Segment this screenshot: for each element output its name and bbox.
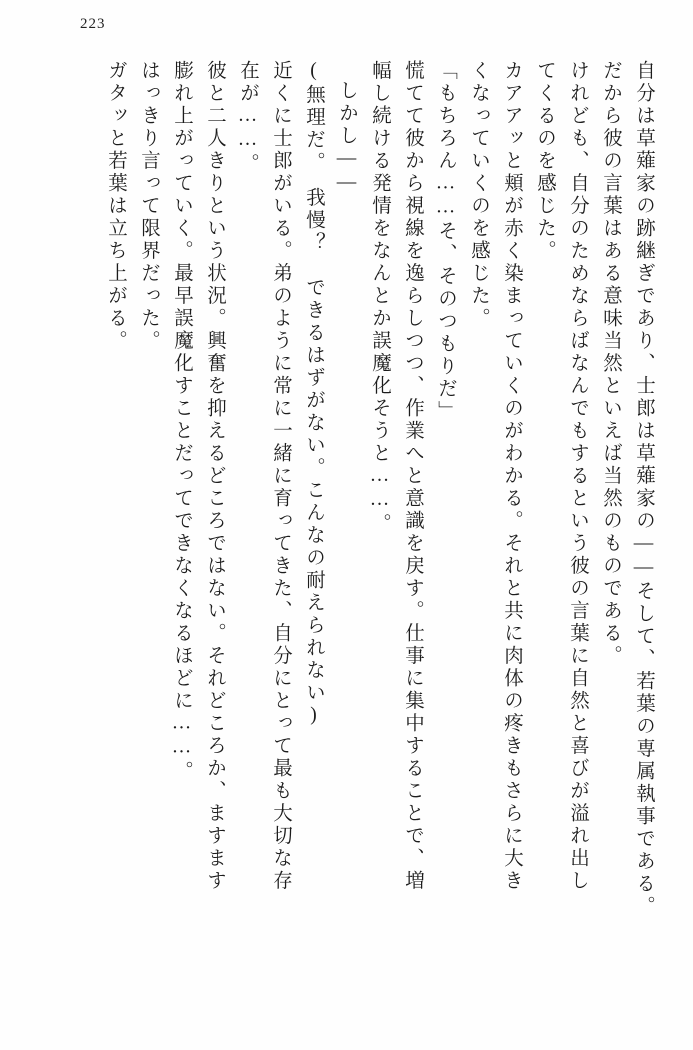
text-line: てくるのを感じた。 (534, 60, 555, 263)
vertical-text-body (55, 60, 653, 1010)
text-line: カアアッと頬が赤く染まっていくのがわかる。それと共に肉体の疼きもさらに大き (501, 60, 522, 893)
text-line: 自分は草薙家の跡継ぎであり、士郎は草薙家の――そして、若葉の専属執事である。 (633, 60, 654, 918)
text-line: だから彼の言葉はある意味当然といえば当然のものである。 (600, 60, 621, 668)
text-line: くなっていくのを感じた。 (468, 60, 489, 330)
text-line: しかし―― (336, 80, 357, 196)
text-line: 慌てて彼から視線を逸らしつつ、作業へと意識を戻す。仕事に集中することで、増 (402, 60, 423, 893)
text-line: 彼と二人きりという状況。興奮を抑えるどころではない。それどころか、ますます (204, 60, 225, 893)
text-line: けれども、自分のためならばなんでもするという彼の言葉に自然と喜びが溢れ出し (567, 60, 588, 893)
text-line: はっきり言って限界だった。 (138, 60, 159, 353)
text-line: (無理だ。 我慢？ できるはずがない。こんなの耐えられない) (303, 60, 324, 729)
text-line: 幅し続ける発情をなんとか誤魔化そうと……。 (369, 60, 390, 536)
text-line: 在が……。 (237, 60, 258, 176)
text-line: 近くに士郎がいる。弟のように常に一緒に育ってきた、自分にとって最も大切な存 (270, 60, 291, 893)
text-line: ガタッと若葉は立ち上がる。 (105, 60, 126, 353)
text-line: 膨れ上がっていく。最早誤魔化すことだってできなくなるほどに……。 (171, 60, 192, 783)
page-number: 223 (80, 16, 106, 32)
text-line: 「もちろん……そ、そのつもりだ」 (435, 60, 456, 423)
